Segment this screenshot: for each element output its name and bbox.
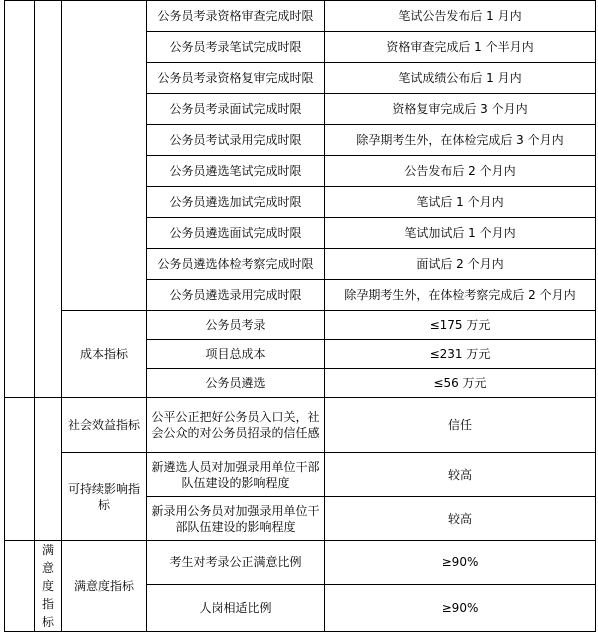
- indicator-name: 考生对考录公正满意比例: [147, 541, 325, 585]
- indicator-name: 公务员考录面试完成时限: [147, 94, 325, 125]
- indicator-value: ≤231 万元: [325, 340, 596, 369]
- indicator-name: 公平公正把好公务员入口关，社会公众的对公务员招录的信任感: [147, 398, 325, 453]
- indicator-name: 公务员遴选: [147, 369, 325, 398]
- indicator-name: 公务员遴选加试完成时限: [147, 187, 325, 218]
- indicator-value: 面试后 2 个月内: [325, 249, 596, 280]
- indicator-value: 资格复审完成后 3 个月内: [325, 94, 596, 125]
- category-cell-output: [5, 1, 35, 398]
- satisfaction-category-label: 满意度指标: [35, 541, 62, 632]
- indicator-value: 笔试公告发布后 1 月内: [325, 1, 596, 32]
- indicator-value: 笔试成绩公布后 1 月内: [325, 63, 596, 94]
- indicator-value: ≥90%: [325, 541, 596, 585]
- indicator-value: 较高: [325, 453, 596, 497]
- indicator-value: ≤175 万元: [325, 311, 596, 340]
- indicator-value: 笔试后 1 个月内: [325, 187, 596, 218]
- indicator-name: 新遴选人员对加强录用单位干部队伍建设的影响程度: [147, 453, 325, 497]
- indicator-name: 公务员考录笔试完成时限: [147, 32, 325, 63]
- performance-indicator-table: [4, 0, 596, 632]
- table-row: [5, 541, 596, 585]
- table-row: [5, 1, 596, 32]
- social-indicator-label: 社会效益指标: [62, 398, 147, 453]
- indicator-value: 较高: [325, 497, 596, 541]
- indicator-name: 公务员考录: [147, 311, 325, 340]
- indicator-name: 公务员遴选面试完成时限: [147, 218, 325, 249]
- table-row: [5, 453, 596, 497]
- table-row: [5, 398, 596, 453]
- subcategory-cell-output: [35, 1, 62, 398]
- subcategory-cell-benefit: [35, 398, 62, 541]
- cost-indicator-label: 成本指标: [62, 311, 147, 398]
- indicator-name: 公务员遴选笔试完成时限: [147, 156, 325, 187]
- indicator-name: 项目总成本: [147, 340, 325, 369]
- table-row: [5, 311, 596, 340]
- indicator-value: 信任: [325, 398, 596, 453]
- indicator-value: 公告发布后 2 个月内: [325, 156, 596, 187]
- category-cell-benefit: [5, 398, 35, 541]
- indicator-name: 公务员遴选录用完成时限: [147, 280, 325, 311]
- indicator-value: 除孕期考生外，在体检完成后 3 个月内: [325, 125, 596, 156]
- indicator-value: ≥90%: [325, 584, 596, 631]
- indicator-name: 公务员考试录用完成时限: [147, 125, 325, 156]
- indicator-value: ≤56 万元: [325, 369, 596, 398]
- category-cell-satisfaction: [5, 541, 35, 632]
- indicator-name: 公务员考录资格审查完成时限: [147, 1, 325, 32]
- indicator-value: 资格审查完成后 1 个半月内: [325, 32, 596, 63]
- indicator-name: 新录用公务员对加强录用单位干部队伍建设的影响程度: [147, 497, 325, 541]
- sustain-indicator-label: 可持续影响指标: [62, 453, 147, 541]
- indicator-value: 笔试加试后 1 个月内: [325, 218, 596, 249]
- indicator-name: 公务员遴选体检考察完成时限: [147, 249, 325, 280]
- indicator-value: 除孕期考生外，在体检考察完成后 2 个月内: [325, 280, 596, 311]
- indicator-name: 公务员考录资格复审完成时限: [147, 63, 325, 94]
- indicator-name: 人岗相适比例: [147, 584, 325, 631]
- indicator-cell-timeliness: [62, 1, 147, 311]
- satisfaction-indicator-label: 满意度指标: [62, 541, 147, 632]
